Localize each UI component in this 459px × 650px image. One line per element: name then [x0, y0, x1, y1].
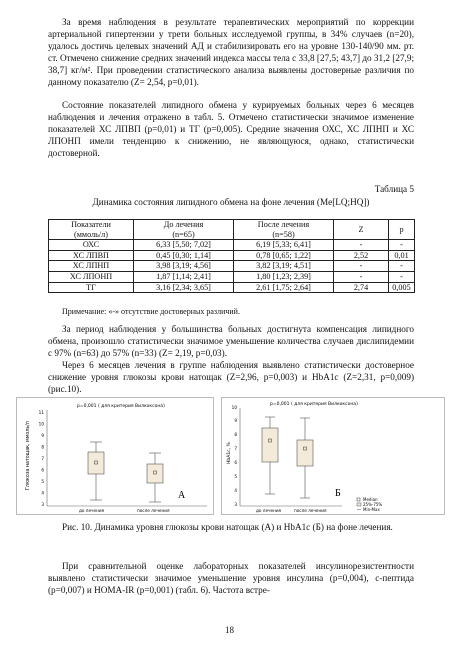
table-cell: 2,74 — [334, 282, 389, 293]
figure-panel-a — [16, 397, 214, 515]
table-cell: 3,82 [3,19; 4,51] — [234, 261, 334, 272]
panel-a-stat-label: p=0,001 ( для критерия Вилкоксона) — [77, 404, 165, 409]
table-cell: - — [334, 271, 389, 282]
y-tick: 4 — [41, 490, 44, 496]
panel-b-stat-label: p=0,001 ( для критерия Вилкоксона) — [270, 402, 358, 407]
panel-b-letter: Б — [335, 488, 341, 499]
table-cell: 6,19 [5,33; 6,41] — [234, 240, 334, 251]
panel-a-letter: А — [178, 490, 186, 501]
table-row — [49, 271, 415, 282]
page-number: 18 — [225, 625, 234, 635]
y-tick: 8 — [41, 444, 44, 450]
table-header-row — [49, 220, 415, 240]
legend-item: 25%-75% — [363, 502, 383, 507]
panel-b-ylabel: HbA1c, % — [227, 442, 232, 464]
table-header-cell: Показатели (ммоль/л) — [49, 220, 134, 240]
table-cell: - — [389, 240, 415, 251]
table-cell: 2,61 [1,75; 2,64] — [234, 282, 334, 293]
paragraph-4: Через 6 месяцев лечения в группе наблюдения выявлено статистически достоверное снижение уровня глюкозы крови натощак (Z=2,96, p=0,003) и HbA1c (Z=2,31, p=0,009) (рис.10). — [48, 360, 414, 395]
table-row — [49, 261, 415, 272]
x-label: после лечения — [294, 508, 327, 513]
table-label: Таблица 5 — [374, 184, 414, 194]
table-cell: 1,87 [1,14; 2,41] — [134, 271, 234, 282]
y-tick: 9 — [234, 418, 237, 423]
x-label: до лечения — [256, 508, 282, 513]
y-tick: 7 — [41, 456, 44, 461]
table-cell: ОХС — [49, 240, 134, 251]
table-cell: ТГ — [49, 282, 134, 293]
y-tick: 11 — [38, 410, 44, 415]
table-cell: 0,005 — [389, 282, 415, 293]
x-label: до лечения — [79, 508, 105, 513]
table-cell: 0,45 [0,30; 1,14] — [134, 250, 234, 261]
box-before-treatment — [262, 417, 278, 494]
table-cell: 0,01 — [389, 250, 415, 261]
table-cell: - — [334, 261, 389, 272]
table-cell: 1,80 [1,23; 2,39] — [234, 271, 334, 282]
table-cell: ХС ЛПОНП — [49, 271, 134, 282]
box-before-treatment — [88, 442, 104, 500]
table-header-cell: Z — [334, 220, 389, 240]
lipid-table — [48, 219, 415, 293]
table-header-cell: После лечения (n=58) — [234, 220, 334, 240]
panel-a-ylabel: Глюкоза натощак, ммоль/л — [26, 421, 31, 490]
table-cell: - — [334, 240, 389, 251]
table-header-cell: До лечения (n=65) — [134, 220, 234, 240]
table-note: Примечание: «-» отсутствие достоверных различий. — [62, 307, 240, 316]
table-cell: 6,33 [5,50; 7,02] — [134, 240, 234, 251]
legend-item: Median — [363, 497, 378, 502]
y-tick: 7 — [234, 446, 237, 451]
y-tick: 10 — [38, 421, 44, 427]
paragraph-2: Состояние показателей липидного обмена у курируемых больных через 6 месяцев наблюдения и лечения отражено в табл. 5. Отмечено статистически значимое изменение показателей ХС ЛПВП (p=0,01) и ТГ (p=0,005). Средние значения ОХС, ХС ЛПНП и ХС ЛПОНП имели тенденцию к снижению, не являющуюся, однако, статистически достоверной. — [48, 100, 414, 159]
y-tick: 3 — [234, 502, 237, 507]
table-row — [49, 240, 415, 251]
paragraph-3: За период наблюдения у большинства больных достигнута компенсация липидного обмена, произошло статистически значимое уменьшение количества случаев дислипидемии с 97% (n=63) до 57% (n=33) (Z= 2,19, p=0,03). — [48, 324, 414, 359]
paragraph-1: За время наблюдения в результате терапевтических мероприятий по коррекции артериальной гипертензии у трети больных исследуемой группы, в 34% случаев (n=20), удалось достичь целевых значений АД и стабилизировать его на уровне 130-140/90 мм. рт. ст. Отмечено снижение средних значений индекса массы тела с 33,8 [27,5; 43,7] до 31,2 [27,9; 38,7] кг/м². При проведении статистического анализа выявлены достоверные различия по данному показателю (Z= 2,54, p=0,01). — [48, 17, 414, 88]
legend-item: Min-Max — [363, 507, 380, 512]
table-cell: ХС ЛПНП — [49, 261, 134, 272]
table-row — [49, 282, 415, 293]
table-cell: ХС ЛПВП — [49, 250, 134, 261]
box-after-treatment — [147, 453, 163, 502]
x-label: после лечения — [137, 508, 170, 513]
y-tick: 4 — [234, 488, 237, 493]
table-row — [49, 250, 415, 261]
y-tick: 6 — [41, 467, 44, 473]
y-tick: 5 — [41, 479, 44, 484]
y-tick: 8 — [234, 432, 237, 437]
table-cell: - — [389, 271, 415, 282]
table-cell: - — [389, 261, 415, 272]
legend — [357, 497, 382, 512]
y-tick: 10 — [231, 405, 237, 410]
figure-panel-b — [221, 397, 445, 515]
figure-caption: Рис. 10. Динамика уровня глюкозы крови натощак (А) и HbA1c (Б) на фоне лечения. — [62, 522, 393, 532]
table-cell: 0,78 [0,65; 1,22] — [234, 250, 334, 261]
y-tick: 3 — [41, 502, 44, 507]
table-title: Динамика состояния липидного обмена на фоне лечения (Me[LQ;HQ]) — [92, 197, 370, 207]
y-tick: 6 — [234, 460, 237, 465]
table-header-cell: p — [389, 220, 415, 240]
table-cell: 2,52 — [334, 250, 389, 261]
table-cell: 3,16 [2,34; 3,65] — [134, 282, 234, 293]
box-after-treatment — [297, 418, 313, 498]
y-tick: 9 — [41, 433, 44, 438]
paragraph-5: При сравнительной оценке лабораторных показателей инсулинорезистентности выявлено статистически значимое уменьшение уровня инсулина (p=0,004), с-пептида (p=0,007) и HOMA-IR (p=0,001) (табл. 6). Частота встре- — [48, 561, 414, 596]
y-tick: 5 — [234, 474, 237, 479]
table-cell: 3,98 [3,19; 4,56] — [134, 261, 234, 272]
